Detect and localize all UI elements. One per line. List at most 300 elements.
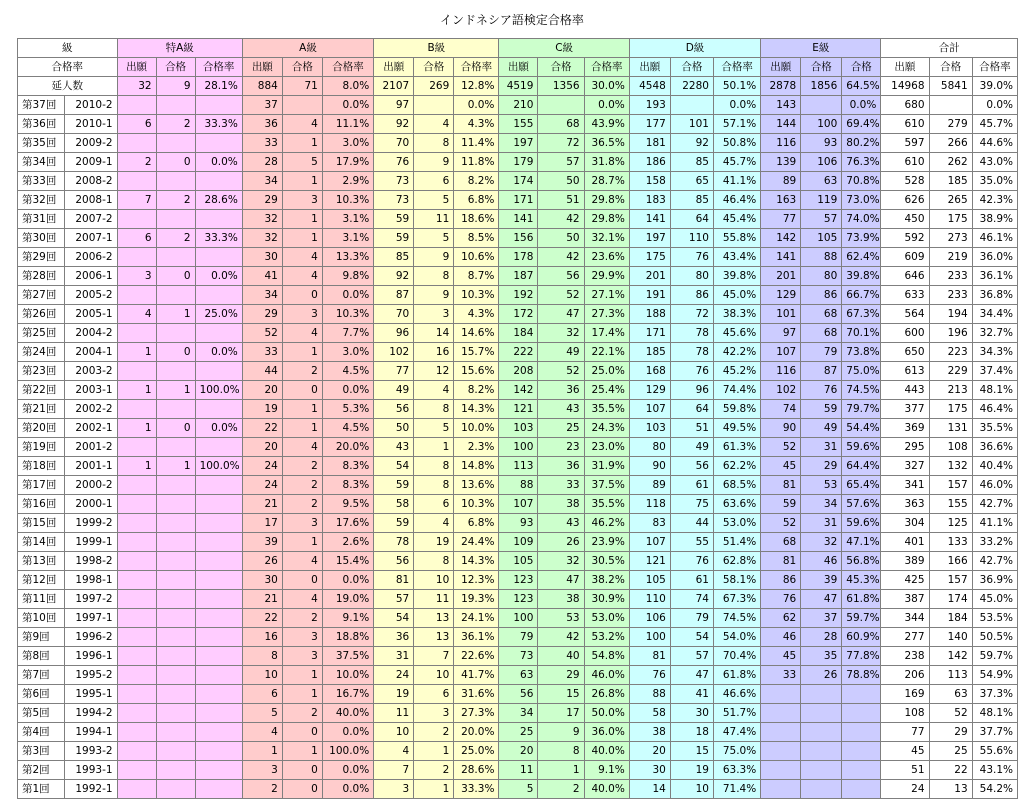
table-row bbox=[18, 419, 1018, 438]
cell-C: 56 bbox=[538, 267, 584, 286]
cell-B: 4 bbox=[414, 381, 454, 400]
cell-D: 14 bbox=[629, 780, 670, 799]
cell-total: 273 bbox=[929, 229, 972, 248]
summary-A: 884 bbox=[242, 77, 282, 96]
cell-D: 10 bbox=[670, 780, 713, 799]
cell-total: 327 bbox=[881, 457, 929, 476]
cell-C: 192 bbox=[499, 286, 538, 305]
cell-B: 14.3% bbox=[454, 400, 499, 419]
cell-tokuA bbox=[156, 723, 195, 742]
cell-A: 40.0% bbox=[322, 704, 373, 723]
cell-C: 33 bbox=[538, 476, 584, 495]
cell-B: 8 bbox=[414, 400, 454, 419]
cell-C: 27.3% bbox=[584, 305, 629, 324]
table-row bbox=[18, 115, 1018, 134]
cell-B: 12 bbox=[414, 362, 454, 381]
cell-total: 613 bbox=[881, 362, 929, 381]
table-row bbox=[18, 761, 1018, 780]
cell-D: 47.4% bbox=[713, 723, 760, 742]
cell-D: 0.0% bbox=[713, 96, 760, 115]
cell-total: 38.9% bbox=[972, 210, 1017, 229]
cell-A: 0 bbox=[282, 381, 322, 400]
cell-C: 23.6% bbox=[584, 248, 629, 267]
cell-E: 70.1% bbox=[842, 324, 881, 343]
cell-total: 344 bbox=[881, 609, 929, 628]
cell-C: 93 bbox=[499, 514, 538, 533]
cell-A: 3.0% bbox=[322, 134, 373, 153]
table-row bbox=[18, 248, 1018, 267]
cell-D: 121 bbox=[629, 552, 670, 571]
cell-A: 2 bbox=[242, 780, 282, 799]
cell-A: 10.3% bbox=[322, 191, 373, 210]
cell-C: 40.0% bbox=[584, 742, 629, 761]
cell-E: 28 bbox=[801, 628, 842, 647]
cell-tokuA: 0 bbox=[156, 267, 195, 286]
cell-D: 62.8% bbox=[713, 552, 760, 571]
cell-E: 89 bbox=[761, 172, 801, 191]
cell-B: 36.1% bbox=[454, 628, 499, 647]
cell-tokuA bbox=[117, 628, 156, 647]
cell-B: 14.8% bbox=[454, 457, 499, 476]
cell-C: 32 bbox=[538, 324, 584, 343]
cell-C bbox=[538, 96, 584, 115]
cell-D: 92 bbox=[670, 134, 713, 153]
cell-B: 1 bbox=[414, 438, 454, 457]
cell-A: 2 bbox=[282, 476, 322, 495]
cell-tokuA bbox=[195, 628, 242, 647]
cell-C: 142 bbox=[499, 381, 538, 400]
cell-E: 78.8% bbox=[842, 666, 881, 685]
cell-total: 131 bbox=[929, 419, 972, 438]
cell-A: 17.9% bbox=[322, 153, 373, 172]
cell-E: 54.4% bbox=[842, 419, 881, 438]
cell-D: 80 bbox=[670, 267, 713, 286]
cell-A: 30 bbox=[242, 248, 282, 267]
cell-D: 39.8% bbox=[713, 267, 760, 286]
cell-A: 20.0% bbox=[322, 438, 373, 457]
summary-C: 30.0% bbox=[584, 77, 629, 96]
cell-A: 0 bbox=[282, 286, 322, 305]
session-number: 第25回 bbox=[18, 324, 65, 343]
cell-C: 40.0% bbox=[584, 780, 629, 799]
cell-C: 178 bbox=[499, 248, 538, 267]
cell-B: 10.3% bbox=[454, 495, 499, 514]
cell-A: 0 bbox=[282, 780, 322, 799]
cell-A: 44 bbox=[242, 362, 282, 381]
cell-C: 29.8% bbox=[584, 210, 629, 229]
cell-C: 113 bbox=[499, 457, 538, 476]
table-row bbox=[18, 305, 1018, 324]
cell-total: 646 bbox=[881, 267, 929, 286]
cell-total: 37.3% bbox=[972, 685, 1017, 704]
cell-B: 18.6% bbox=[454, 210, 499, 229]
cell-C: 38 bbox=[538, 590, 584, 609]
cell-A: 20 bbox=[242, 381, 282, 400]
cell-E: 73.0% bbox=[842, 191, 881, 210]
session-date: 1995-2 bbox=[65, 666, 117, 685]
cell-D: 45.0% bbox=[713, 286, 760, 305]
cell-total: 213 bbox=[929, 381, 972, 400]
cell-A: 17.6% bbox=[322, 514, 373, 533]
cell-B: 13 bbox=[414, 628, 454, 647]
session-date: 2000-2 bbox=[65, 476, 117, 495]
cell-total: 229 bbox=[929, 362, 972, 381]
summary-E: 64.5% bbox=[842, 77, 881, 96]
cell-total: 597 bbox=[881, 134, 929, 153]
cell-E: 34 bbox=[801, 495, 842, 514]
cell-E: 59.6% bbox=[842, 514, 881, 533]
cell-total: 52 bbox=[929, 704, 972, 723]
cell-total: 341 bbox=[881, 476, 929, 495]
cell-A: 24 bbox=[242, 476, 282, 495]
cell-D: 57 bbox=[670, 647, 713, 666]
cell-C: 9.1% bbox=[584, 761, 629, 780]
cell-tokuA: 2 bbox=[117, 153, 156, 172]
cell-D: 76 bbox=[670, 552, 713, 571]
cell-C: 1 bbox=[538, 761, 584, 780]
cell-B: 76 bbox=[374, 153, 414, 172]
cell-D: 50.8% bbox=[713, 134, 760, 153]
cell-D bbox=[670, 96, 713, 115]
cell-A: 0 bbox=[282, 761, 322, 780]
cell-tokuA: 1 bbox=[117, 343, 156, 362]
cell-A: 7.7% bbox=[322, 324, 373, 343]
cell-A: 16 bbox=[242, 628, 282, 647]
cell-C: 174 bbox=[499, 172, 538, 191]
cell-A: 0.0% bbox=[322, 96, 373, 115]
cell-E bbox=[761, 780, 801, 799]
cell-E: 87 bbox=[801, 362, 842, 381]
cell-D: 53.0% bbox=[713, 514, 760, 533]
cell-E: 63 bbox=[801, 172, 842, 191]
cell-D: 58 bbox=[629, 704, 670, 723]
cell-E bbox=[801, 742, 842, 761]
cell-total: 174 bbox=[929, 590, 972, 609]
cell-C: 36.0% bbox=[584, 723, 629, 742]
cell-C: 43.9% bbox=[584, 115, 629, 134]
cell-total: 22 bbox=[929, 761, 972, 780]
cell-D: 64 bbox=[670, 210, 713, 229]
cell-D: 107 bbox=[629, 400, 670, 419]
subheader-A: 出願 bbox=[242, 58, 282, 77]
cell-E: 79.7% bbox=[842, 400, 881, 419]
cell-A: 1 bbox=[242, 742, 282, 761]
cell-B: 5 bbox=[414, 229, 454, 248]
cell-A: 33 bbox=[242, 134, 282, 153]
table-row bbox=[18, 153, 1018, 172]
cell-C: 34 bbox=[499, 704, 538, 723]
cell-D: 41 bbox=[670, 685, 713, 704]
cell-E: 60.9% bbox=[842, 628, 881, 647]
cell-tokuA: 1 bbox=[117, 419, 156, 438]
table-row bbox=[18, 780, 1018, 799]
cell-E bbox=[842, 780, 881, 799]
cell-A: 32 bbox=[242, 229, 282, 248]
cell-C: 57 bbox=[538, 153, 584, 172]
cell-B: 50 bbox=[374, 419, 414, 438]
cell-E: 90 bbox=[761, 419, 801, 438]
cell-total: 206 bbox=[881, 666, 929, 685]
cell-tokuA bbox=[195, 704, 242, 723]
cell-tokuA bbox=[156, 324, 195, 343]
cell-total: 108 bbox=[881, 704, 929, 723]
cell-total: 377 bbox=[881, 400, 929, 419]
cell-D: 197 bbox=[629, 229, 670, 248]
cell-D: 106 bbox=[629, 609, 670, 628]
cell-tokuA bbox=[195, 514, 242, 533]
cell-total: 219 bbox=[929, 248, 972, 267]
cell-total bbox=[929, 96, 972, 115]
cell-C: 38.2% bbox=[584, 571, 629, 590]
cell-E: 68 bbox=[801, 324, 842, 343]
cell-tokuA: 6 bbox=[117, 229, 156, 248]
cell-B: 8 bbox=[414, 476, 454, 495]
session-date: 2007-1 bbox=[65, 229, 117, 248]
session-number: 第9回 bbox=[18, 628, 65, 647]
session-number: 第6回 bbox=[18, 685, 65, 704]
cell-A: 8.3% bbox=[322, 457, 373, 476]
cell-D: 64 bbox=[670, 400, 713, 419]
cell-D: 96 bbox=[670, 381, 713, 400]
cell-A: 37 bbox=[242, 96, 282, 115]
cell-total: 35.0% bbox=[972, 172, 1017, 191]
cell-tokuA: 7 bbox=[117, 191, 156, 210]
cell-E: 57 bbox=[801, 210, 842, 229]
cell-tokuA: 28.6% bbox=[195, 191, 242, 210]
cell-C: 17 bbox=[538, 704, 584, 723]
cell-tokuA bbox=[195, 134, 242, 153]
cell-total: 34.3% bbox=[972, 343, 1017, 362]
cell-tokuA bbox=[156, 514, 195, 533]
cell-D: 185 bbox=[629, 343, 670, 362]
cell-total: 42.7% bbox=[972, 495, 1017, 514]
cell-tokuA bbox=[195, 248, 242, 267]
cell-C: 105 bbox=[499, 552, 538, 571]
cell-B bbox=[414, 96, 454, 115]
cell-total: 53.5% bbox=[972, 609, 1017, 628]
session-date: 2004-1 bbox=[65, 343, 117, 362]
cell-B: 41.7% bbox=[454, 666, 499, 685]
cell-A: 3 bbox=[282, 191, 322, 210]
cell-tokuA: 1 bbox=[156, 305, 195, 324]
cell-B: 6.8% bbox=[454, 191, 499, 210]
cell-D: 41.1% bbox=[713, 172, 760, 191]
subheader-C: 出願 bbox=[499, 58, 538, 77]
cell-D: 85 bbox=[670, 153, 713, 172]
cell-tokuA bbox=[156, 476, 195, 495]
cell-C: 179 bbox=[499, 153, 538, 172]
table-row bbox=[18, 438, 1018, 457]
cell-B: 57 bbox=[374, 590, 414, 609]
cell-B: 70 bbox=[374, 134, 414, 153]
cell-B: 8 bbox=[414, 457, 454, 476]
cell-tokuA bbox=[156, 609, 195, 628]
cell-total: 29 bbox=[929, 723, 972, 742]
cell-B: 8 bbox=[414, 267, 454, 286]
cell-E: 59 bbox=[761, 495, 801, 514]
session-date: 2003-2 bbox=[65, 362, 117, 381]
cell-tokuA bbox=[156, 248, 195, 267]
cell-tokuA bbox=[117, 134, 156, 153]
cell-D: 177 bbox=[629, 115, 670, 134]
table-row bbox=[18, 324, 1018, 343]
cell-tokuA bbox=[195, 96, 242, 115]
grade-header-total: 合計 bbox=[881, 39, 1018, 58]
cell-B: 10.6% bbox=[454, 248, 499, 267]
cell-total: 133 bbox=[929, 533, 972, 552]
cell-total: 295 bbox=[881, 438, 929, 457]
cell-tokuA bbox=[195, 286, 242, 305]
cell-A: 21 bbox=[242, 590, 282, 609]
cell-C: 155 bbox=[499, 115, 538, 134]
cell-total: 564 bbox=[881, 305, 929, 324]
cell-E: 77 bbox=[761, 210, 801, 229]
cell-E: 45 bbox=[761, 647, 801, 666]
cell-E: 65.4% bbox=[842, 476, 881, 495]
cell-B: 4.3% bbox=[454, 115, 499, 134]
cell-A: 1 bbox=[282, 533, 322, 552]
cell-E: 76.3% bbox=[842, 153, 881, 172]
summary-A: 8.0% bbox=[322, 77, 373, 96]
cell-tokuA bbox=[117, 248, 156, 267]
cell-tokuA: 2 bbox=[156, 229, 195, 248]
cell-A: 4.5% bbox=[322, 419, 373, 438]
cell-E bbox=[761, 723, 801, 742]
cell-B: 73 bbox=[374, 191, 414, 210]
cell-total: 37.7% bbox=[972, 723, 1017, 742]
cell-A: 22 bbox=[242, 609, 282, 628]
cell-D: 89 bbox=[629, 476, 670, 495]
cell-tokuA bbox=[156, 647, 195, 666]
table-row bbox=[18, 229, 1018, 248]
cell-total: 633 bbox=[881, 286, 929, 305]
cell-E: 39.8% bbox=[842, 267, 881, 286]
cell-total: 37.4% bbox=[972, 362, 1017, 381]
grade-header-tokuA: 特A級 bbox=[117, 39, 242, 58]
cell-D: 168 bbox=[629, 362, 670, 381]
cell-A: 2 bbox=[282, 495, 322, 514]
cell-D: 74.5% bbox=[713, 609, 760, 628]
cell-C: 88 bbox=[499, 476, 538, 495]
cell-B: 19.3% bbox=[454, 590, 499, 609]
cell-C: 187 bbox=[499, 267, 538, 286]
session-date: 1993-2 bbox=[65, 742, 117, 761]
cell-A: 0.0% bbox=[322, 571, 373, 590]
cell-E: 201 bbox=[761, 267, 801, 286]
cell-B: 31.6% bbox=[454, 685, 499, 704]
cell-total: 36.6% bbox=[972, 438, 1017, 457]
cell-C: 25 bbox=[499, 723, 538, 742]
cell-B: 2 bbox=[414, 761, 454, 780]
cell-B: 56 bbox=[374, 400, 414, 419]
cell-B: 15.6% bbox=[454, 362, 499, 381]
cell-D: 61 bbox=[670, 476, 713, 495]
cell-D: 78 bbox=[670, 324, 713, 343]
cell-tokuA bbox=[117, 400, 156, 419]
cell-A: 2.9% bbox=[322, 172, 373, 191]
cell-B: 4.3% bbox=[454, 305, 499, 324]
cell-tokuA bbox=[195, 495, 242, 514]
cell-B: 49 bbox=[374, 381, 414, 400]
cell-E: 86 bbox=[801, 286, 842, 305]
cell-total: 262 bbox=[929, 153, 972, 172]
cell-B: 59 bbox=[374, 229, 414, 248]
table-row bbox=[18, 495, 1018, 514]
cell-D: 88 bbox=[629, 685, 670, 704]
cell-B: 81 bbox=[374, 571, 414, 590]
subheader-E: 出願 bbox=[761, 58, 801, 77]
grade-header-B: B級 bbox=[374, 39, 499, 58]
cell-D: 49 bbox=[670, 438, 713, 457]
cell-C: 5 bbox=[499, 780, 538, 799]
cell-B: 7 bbox=[374, 761, 414, 780]
cell-E: 31 bbox=[801, 514, 842, 533]
cell-total: 140 bbox=[929, 628, 972, 647]
session-date: 2008-1 bbox=[65, 191, 117, 210]
cell-C: 47 bbox=[538, 571, 584, 590]
cell-tokuA bbox=[117, 590, 156, 609]
cell-tokuA bbox=[117, 362, 156, 381]
table-row bbox=[18, 552, 1018, 571]
cell-D: 107 bbox=[629, 533, 670, 552]
cell-tokuA bbox=[195, 647, 242, 666]
cell-E: 81 bbox=[761, 552, 801, 571]
pass-rate-table bbox=[17, 38, 1018, 799]
cell-D: 18 bbox=[670, 723, 713, 742]
cell-total: 34.4% bbox=[972, 305, 1017, 324]
cell-C: 30.5% bbox=[584, 552, 629, 571]
cell-total: 63 bbox=[929, 685, 972, 704]
cell-total: 610 bbox=[881, 153, 929, 172]
cell-A: 1 bbox=[282, 172, 322, 191]
session-date: 2009-1 bbox=[65, 153, 117, 172]
cell-D: 101 bbox=[670, 115, 713, 134]
cell-tokuA bbox=[117, 723, 156, 742]
cell-A: 1 bbox=[282, 685, 322, 704]
summary-C: 1356 bbox=[538, 77, 584, 96]
cell-tokuA: 4 bbox=[117, 305, 156, 324]
cell-D: 201 bbox=[629, 267, 670, 286]
grade-header-D: D級 bbox=[629, 39, 760, 58]
cell-E: 46 bbox=[801, 552, 842, 571]
cell-total: 626 bbox=[881, 191, 929, 210]
cell-total: 35.5% bbox=[972, 419, 1017, 438]
cell-B: 8 bbox=[414, 552, 454, 571]
cell-tokuA bbox=[156, 495, 195, 514]
sheet-title: インドネシア語検定合格率 bbox=[440, 13, 584, 27]
cell-tokuA: 25.0% bbox=[195, 305, 242, 324]
cell-D: 186 bbox=[629, 153, 670, 172]
cell-D: 30 bbox=[670, 704, 713, 723]
cell-D: 118 bbox=[629, 495, 670, 514]
cell-E: 53 bbox=[801, 476, 842, 495]
cell-E: 47 bbox=[801, 590, 842, 609]
cell-C: 49 bbox=[538, 343, 584, 362]
cell-C: 17.4% bbox=[584, 324, 629, 343]
cell-B: 58 bbox=[374, 495, 414, 514]
session-date: 1999-1 bbox=[65, 533, 117, 552]
cell-A: 2 bbox=[282, 457, 322, 476]
cell-E bbox=[761, 742, 801, 761]
cell-C: 20 bbox=[499, 742, 538, 761]
cell-A: 4 bbox=[282, 552, 322, 571]
cell-A: 0.0% bbox=[322, 381, 373, 400]
cell-C: 22.1% bbox=[584, 343, 629, 362]
cell-total: 54.9% bbox=[972, 666, 1017, 685]
cell-C: 53.0% bbox=[584, 609, 629, 628]
cell-tokuA: 1 bbox=[156, 457, 195, 476]
cell-tokuA bbox=[195, 400, 242, 419]
